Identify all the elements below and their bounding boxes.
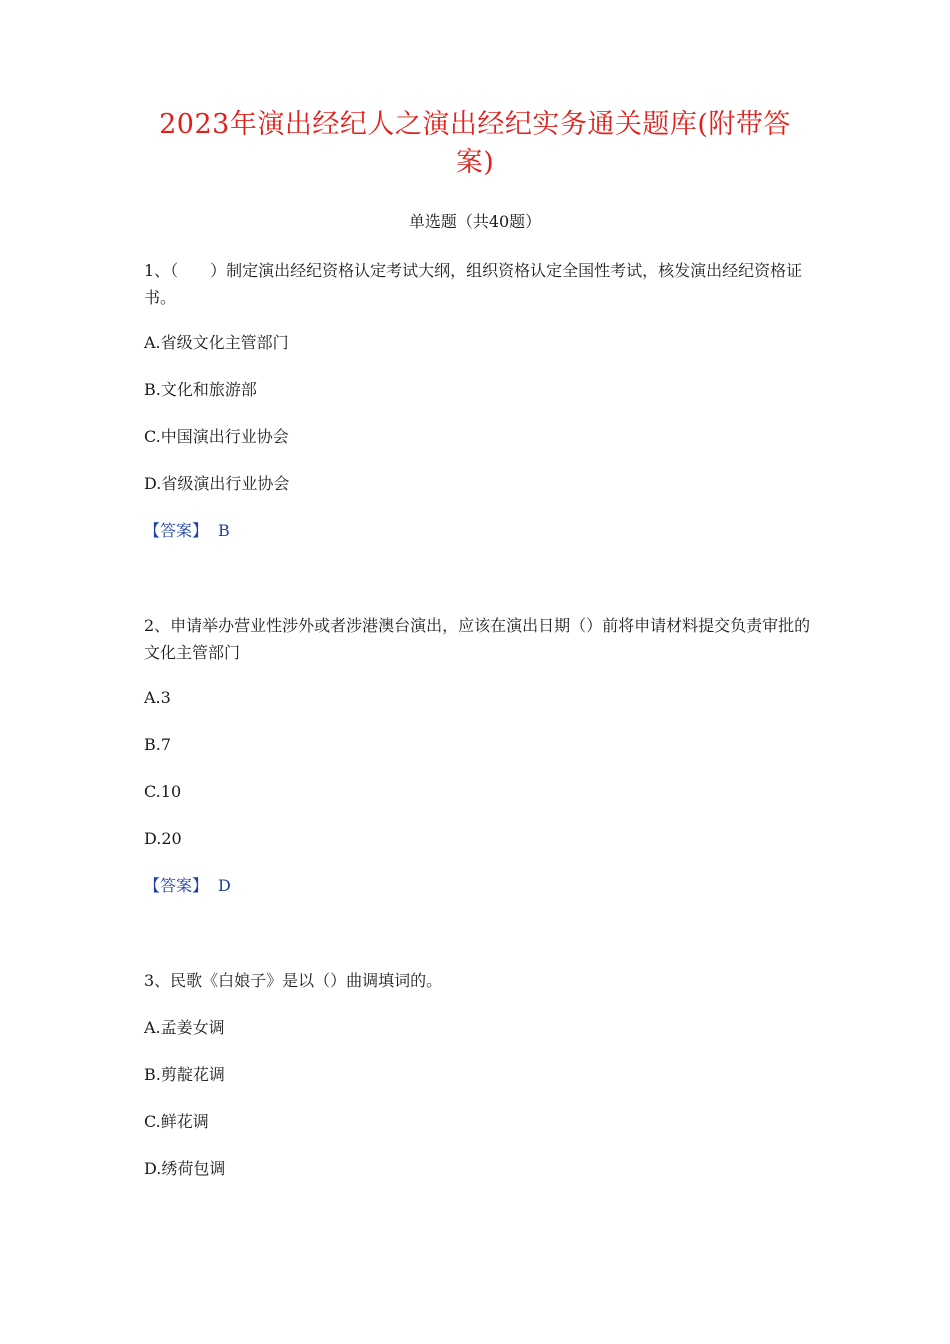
question-2-stem: 2、申请举办营业性涉外或者涉港澳台演出，应该在演出日期（）前将申请材料提交负责审批的文化主管部门 xyxy=(144,616,811,662)
question-1-stem: 1、（ ）制定演出经纪资格认定考试大纲，组织资格认定全国性考试，核发演出经纪资格证书。 xyxy=(144,261,803,307)
document-title: 2023年演出经纪人之演出经纪实务通关题库(附带答案) xyxy=(159,109,791,178)
section-title: 单选题（共40题） xyxy=(408,212,542,231)
answer-label: 【答案】 xyxy=(144,521,209,540)
question-1-option-c: C.中国演出行业协会 xyxy=(144,427,289,446)
question-2-option-b: B.7 xyxy=(144,735,172,754)
question-2-answer xyxy=(144,872,812,899)
answer-value: D xyxy=(218,876,231,895)
question-1-option-d: D.省级演出行业协会 xyxy=(144,474,290,493)
question-3-stem: 3、民歌《白娘子》是以（）曲调填词的。 xyxy=(144,971,443,990)
question-2-option-d: D.20 xyxy=(144,829,182,848)
question-1-option-b: B.文化和旅游部 xyxy=(144,380,257,399)
question-3-option-c: C.鲜花调 xyxy=(144,1112,209,1131)
answer-label: 【答案】 xyxy=(144,876,209,895)
question-2-option-a: A.3 xyxy=(144,688,171,707)
question-2-option-c: C.10 xyxy=(144,782,182,801)
question-1-answer xyxy=(144,517,812,544)
question-1-option-a: A.省级文化主管部门 xyxy=(144,333,289,352)
question-3-option-d: D.绣荷包调 xyxy=(144,1159,226,1178)
question-3-option-a: A.孟姜女调 xyxy=(144,1018,225,1037)
question-3-option-b: B.剪靛花调 xyxy=(144,1065,225,1084)
answer-value: B xyxy=(218,521,230,540)
